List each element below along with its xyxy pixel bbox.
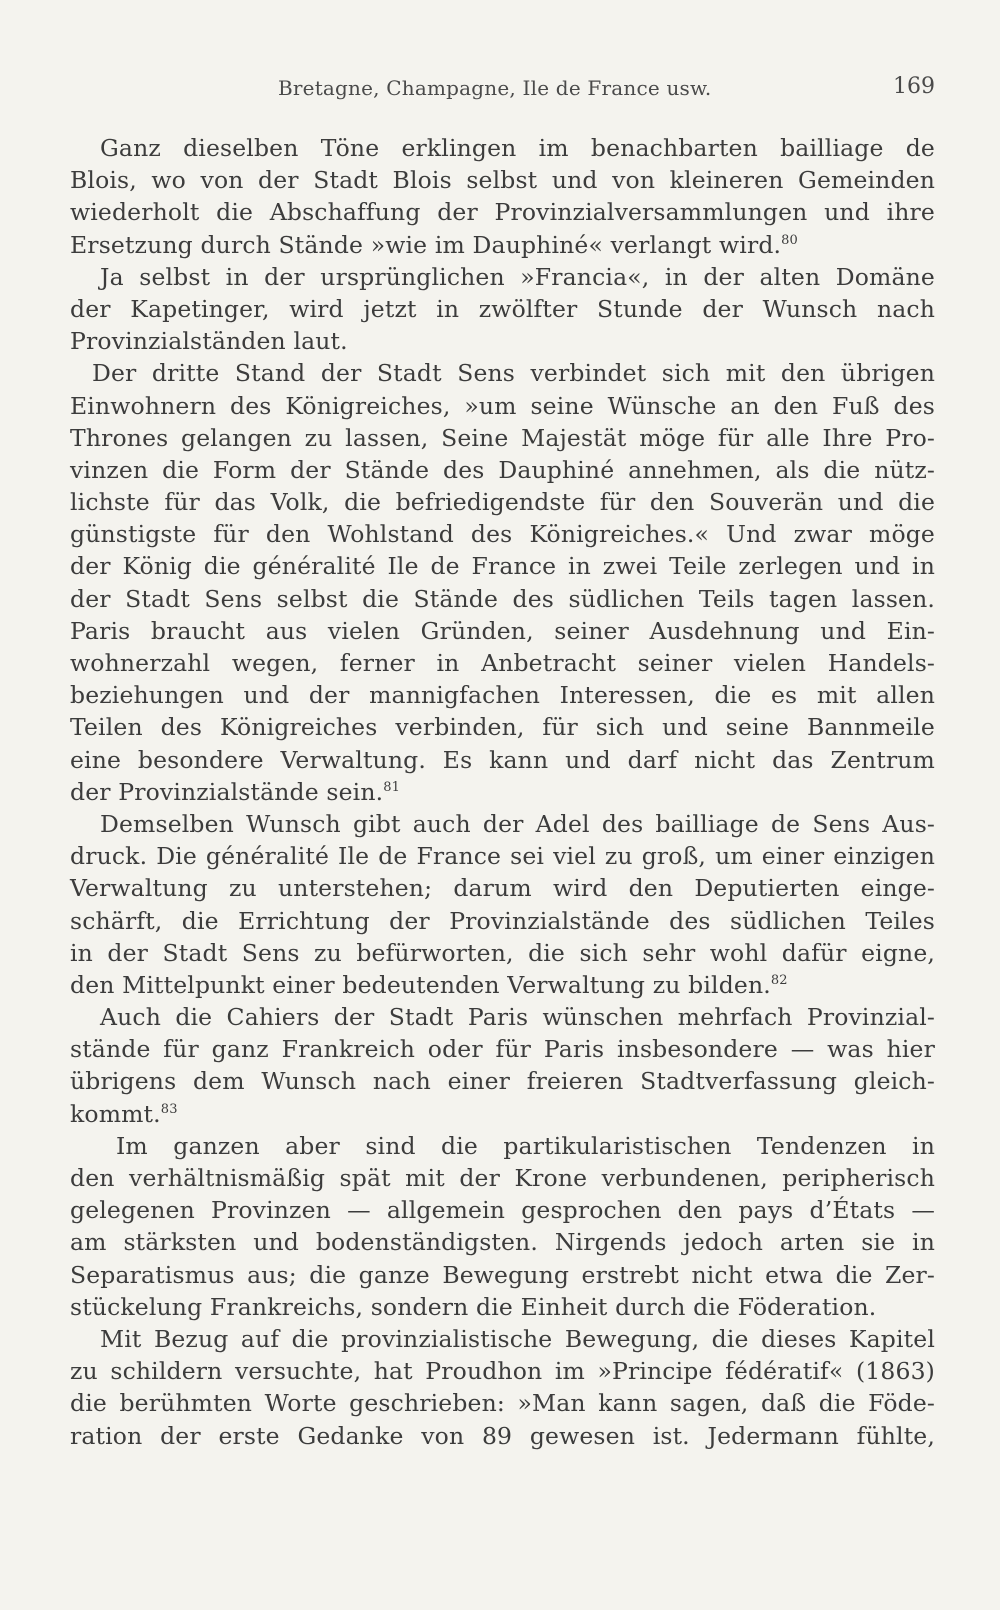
text-line: [70, 486, 935, 518]
body-text: [70, 132, 935, 1452]
text-line-content: Der dritte Stand der Stadt Sens verbindet sich mit den übrigen: [92, 359, 935, 388]
text-line: [70, 583, 935, 615]
text-line: [70, 744, 935, 776]
text-line: [70, 293, 935, 325]
text-line: [70, 1098, 935, 1130]
text-line-content: ration der erste Gedanke von 89 gewesen ist. Jedermann fühlte,: [70, 1421, 935, 1450]
text-line-content: lichste für das Volk, die befriedigendste für den Souverän und die: [70, 488, 935, 517]
text-line: [70, 1226, 935, 1258]
text-line-content: beziehungen und der mannigfachen Interessen, die es mit allen: [70, 681, 935, 710]
text-line-content: Thrones gelangen zu lassen, Seine Majestät möge für alle Ihre Pro-: [70, 423, 935, 452]
text-line-content: Im ganzen aber sind die partikularistischen Tendenzen in: [116, 1131, 935, 1160]
text-line-content: vinzen die Form der Stände des Dauphiné annehmen, als die nütz-: [70, 455, 935, 484]
text-line-content: den verhältnismäßig spät mit der Krone verbundenen, peripherisch: [70, 1164, 935, 1192]
text-line-content: Ja selbst in der ursprünglichen »Francia«, in der alten Domäne: [100, 262, 935, 291]
text-line-content: Paris braucht aus vielen Gründen, seiner Ausdehnung und Ein-: [70, 616, 935, 645]
text-line-content: gelegenen Provinzen — allgemein gesprochen den pays d’États —: [70, 1196, 935, 1225]
text-line-content: schärft, die Errichtung der Provinzialstände des südlichen Teiles: [70, 906, 935, 935]
text-line-content: Ersetzung durch Stände »wie im Dauphiné« verlangt wird.: [70, 230, 782, 259]
text-line-content: wiederholt die Abschaffung der Provinzialversammlungen und ihre: [70, 198, 935, 227]
text-line-content: Einwohnern des Königreiches, »um seine Wünsche an den Fuß des: [70, 391, 935, 420]
text-line: [70, 1291, 935, 1323]
text-line-content: Provinzialständen laut.: [70, 327, 348, 356]
text-line-content: Auch die Cahiers der Stadt Paris wünschen mehrfach Provinzial-: [100, 1003, 935, 1032]
text-line: [70, 1194, 935, 1226]
running-title: Bretagne, Champagne, Ile de France usw.: [278, 76, 712, 100]
text-line: [70, 872, 935, 904]
text-line: [70, 969, 935, 1001]
text-line-content: Mit Bezug auf die provinzialistische Bewegung, die dieses Kapitel: [100, 1324, 935, 1353]
text-line: [70, 1323, 935, 1355]
text-line-content: stückelung Frankreichs, sondern die Einheit durch die Föderation.: [70, 1292, 877, 1321]
text-line: [70, 422, 935, 454]
text-line-content: Separatismus aus; die ganze Bewegung erstrebt nicht etwa die Zer-: [70, 1260, 935, 1289]
text-line: [70, 357, 935, 389]
text-line: [70, 1130, 935, 1162]
footnote-marker: 82: [770, 972, 788, 988]
text-line-content: kommt.: [70, 1099, 161, 1128]
text-line: [70, 261, 935, 293]
text-line: [70, 1259, 935, 1291]
text-line-content: zu schildern versuchte, hat Proudhon im »Principe fédératif« (1863): [70, 1357, 935, 1386]
text-line: [70, 711, 935, 743]
text-line: [70, 550, 935, 582]
text-line: [70, 325, 935, 357]
text-line: [70, 1162, 935, 1194]
footnote-marker: 83: [160, 1101, 178, 1117]
text-line-content: eine besondere Verwaltung. Es kann und darf nicht das Zentrum: [70, 745, 935, 774]
text-line: [70, 1001, 935, 1033]
text-line: [70, 518, 935, 550]
text-line-content: günstigste für den Wohlstand des Königreiches.« Und zwar möge: [70, 520, 935, 549]
text-line-content: den Mittelpunkt einer bedeutenden Verwaltung zu bilden.: [70, 970, 771, 999]
text-line: [70, 776, 935, 808]
text-line: [70, 132, 935, 164]
text-line-content: der Provinzialstände sein.: [70, 777, 384, 806]
text-line: [70, 1033, 935, 1065]
text-line: [70, 615, 935, 647]
text-line: [70, 840, 935, 872]
page-number: 169: [893, 74, 935, 99]
text-line-content: stände für ganz Frankreich oder für Paris insbesondere — was hier: [70, 1035, 935, 1064]
page-header: [70, 74, 935, 108]
text-line: [70, 1420, 935, 1452]
text-line: [70, 196, 935, 228]
footnote-marker: 81: [383, 779, 401, 795]
text-line: [70, 808, 935, 840]
text-line: [70, 1355, 935, 1387]
text-line: [70, 454, 935, 486]
footnote-marker: 80: [781, 232, 798, 248]
text-line: [70, 647, 935, 679]
text-line: [70, 937, 935, 969]
text-line-content: der König die généralité Ile de France in zwei Teile zerlegen und in: [70, 552, 935, 581]
text-line-content: Teilen des Königreiches verbinden, für sich und seine Bannmeile: [70, 713, 935, 742]
text-line-content: in der Stadt Sens zu befürworten, die sich sehr wohl dafür eigne,: [70, 938, 935, 967]
text-line: [70, 164, 935, 196]
text-line: [70, 390, 935, 422]
text-line: [70, 1065, 935, 1097]
text-line: [70, 229, 935, 261]
text-line-content: am stärksten und bodenständigsten. Nirgends jedoch arten sie in: [70, 1228, 935, 1257]
text-line: [70, 905, 935, 937]
text-line-content: Demselben Wunsch gibt auch der Adel des bailliage de Sens Aus-: [100, 809, 935, 838]
text-line-content: wohnerzahl wegen, ferner in Anbetracht seiner vielen Handels-: [70, 649, 935, 677]
text-line-content: druck. Die généralité Ile de France sei viel zu groß, um einer einzigen: [70, 842, 935, 871]
text-line-content: Verwaltung zu unterstehen; darum wird den Deputierten einge-: [70, 874, 935, 903]
text-line-content: Ganz dieselben Töne erklingen im benachbarten bailliage de: [100, 134, 935, 162]
text-line-content: die berühmten Worte geschrieben: »Man kann sagen, daß die Föde-: [70, 1389, 935, 1418]
text-line-content: Blois, wo von der Stadt Blois selbst und von kleineren Gemeinden: [70, 166, 935, 195]
text-line: [70, 1387, 935, 1419]
text-line-content: der Kapetinger, wird jetzt in zwölfter Stunde der Wunsch nach: [70, 294, 935, 323]
text-line-content: übrigens dem Wunsch nach einer freieren Stadtverfassung gleich-: [70, 1067, 935, 1096]
text-line: [70, 679, 935, 711]
text-line-content: der Stadt Sens selbst die Stände des südlichen Teils tagen lassen.: [70, 584, 935, 613]
